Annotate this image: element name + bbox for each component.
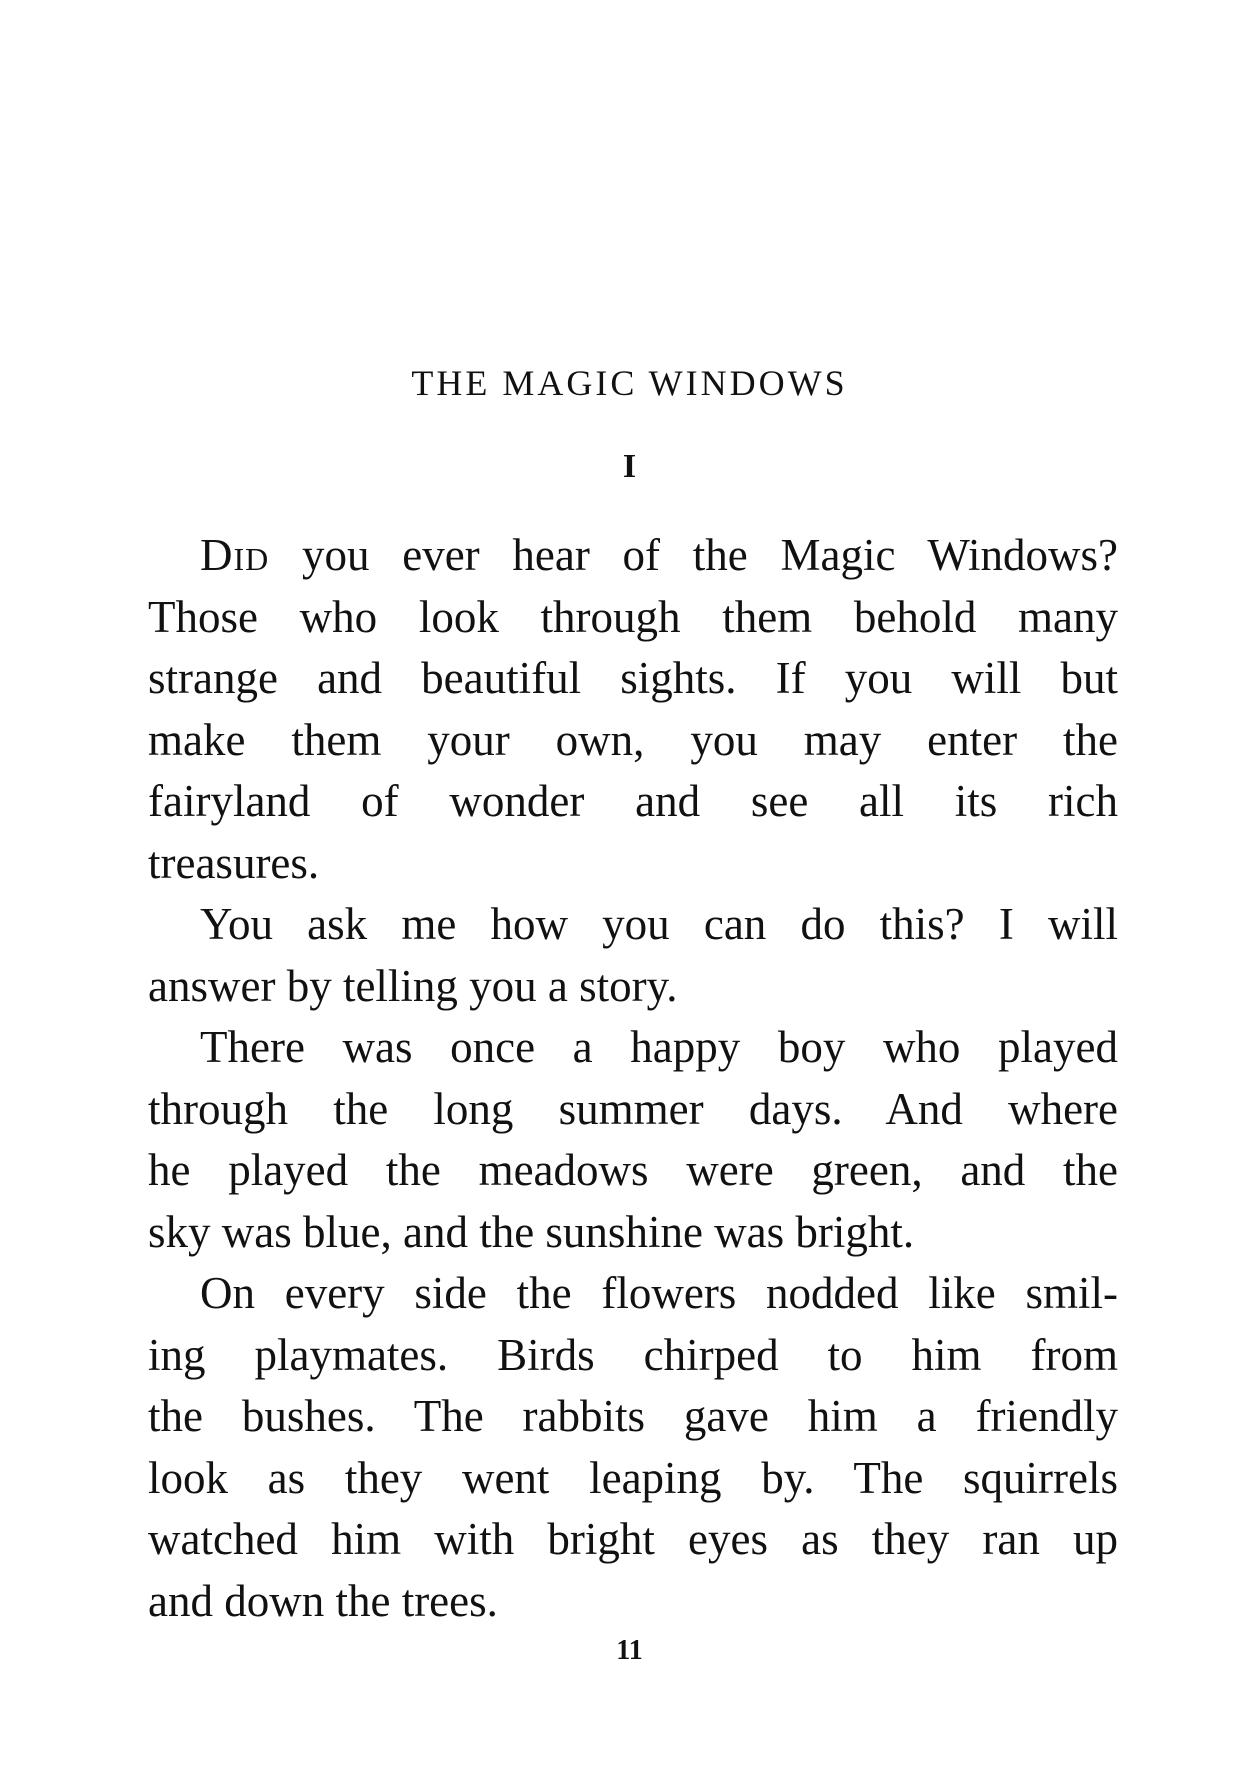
text-line: strange and beautiful sights. If you will but (148, 653, 1118, 703)
text-line: treasures. (148, 837, 320, 888)
paragraph (148, 1017, 1118, 1263)
chapter-title: THE MAGIC WINDOWS (411, 363, 848, 403)
text-line: fairyland of wonder and see all its rich (148, 776, 1118, 826)
text-line: make them your own, you may enter the (148, 714, 1118, 765)
text-line: look as they went leaping by. The squirrels (148, 1452, 1118, 1503)
page-number: 11 (616, 1635, 643, 1666)
text-line: the bushes. The rabbits gave him a friendly (148, 1391, 1118, 1441)
paragraph (148, 894, 1118, 1017)
text-line: through the long summer days. And where (148, 1083, 1118, 1134)
text-line: he played the meadows were green, and the (148, 1145, 1118, 1195)
drop-cap-word: Did (200, 530, 270, 580)
text-line: and down the trees. (148, 1575, 498, 1626)
text-line: answer by telling you a story. (148, 960, 678, 1011)
text-line: Did you ever hear of the Magic Windows? (200, 530, 1118, 580)
text-line: You ask me how you can do this? I will (200, 899, 1118, 949)
text-line: On every side the flowers nodded like smil- (200, 1268, 1118, 1318)
text-line: Those who look through them behold many (148, 591, 1118, 642)
paragraph (148, 525, 1118, 894)
section-number: I (622, 448, 637, 485)
text-line: There was once a happy boy who played (200, 1022, 1118, 1072)
body-text (148, 525, 1118, 1632)
paragraph (148, 1263, 1118, 1632)
text-line: ing playmates. Birds chirped to him from (148, 1329, 1118, 1380)
text-line: sky was blue, and the sunshine was bright. (148, 1206, 915, 1257)
text-line: watched him with bright eyes as they ran up (148, 1514, 1118, 1564)
